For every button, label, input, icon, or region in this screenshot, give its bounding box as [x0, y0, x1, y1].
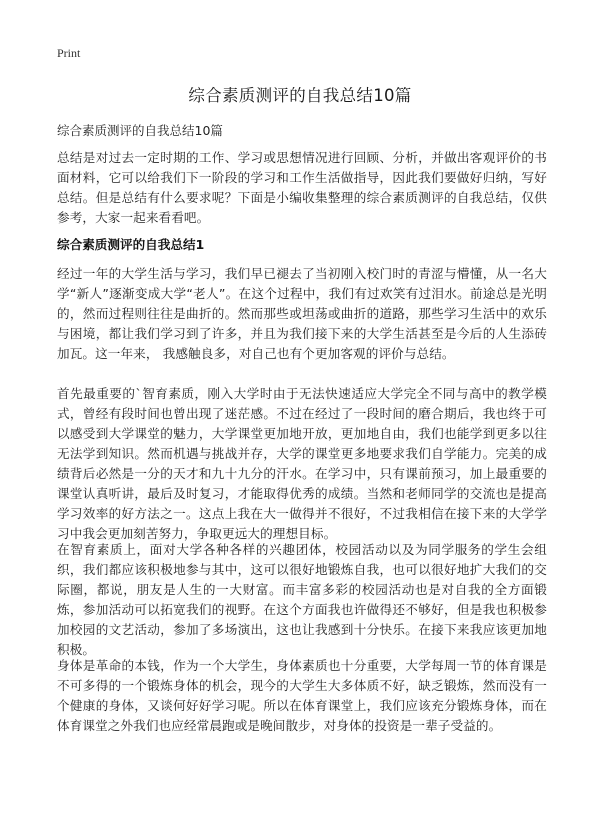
section-heading: 综合素质测评的自我总结1	[57, 237, 205, 252]
document-title: 综合素质测评的自我总结10篇	[188, 86, 412, 105]
document-subtitle: 综合素质测评的自我总结10篇	[57, 123, 223, 138]
body-paragraph-3: 在智育素质上，面对大学各种各样的兴趣团体，校园活动以及为同学服务的学生会组织，我们都应该积极地参与其中，这可以很好地锻炼自我，也可以很好地扩大我们的交际圈，都说，朋友是人生的一大财富。而丰富多彩的校园活动也是对自我的全方面锻炼，参加活动可以拓宽我们的视野。在这个方面我也许做得还不够好，但是我也积极参加校园的文艺活动，参加了多场演出，这也让我感到十分快乐。在接下来我应该更加地积极。	[57, 542, 547, 657]
body-paragraph-1: 经过一年的大学生活与学习，我们早已褪去了当初刚入校门时的青涩与懵懂，从一名大学“新人”逐渐变成大学“老人”。在这个过程中，我们有过欢笑有过泪水。前途总是光明的，然而过程则往往是曲折的。然而那些或坦荡或曲折的道路，那些学习生活中的欢乐与困境，都让我们学习到了许多，并且为我们接下来的大学生活甚至是今后的人生添砖加瓦。这一年来， 我感触良多，对自己也有个更加客观的评价与总结。	[57, 266, 547, 361]
body-paragraph-2: 首先最重要的`智育素质，刚入大学时由于无法快速适应大学完全不同与高中的教学模式，曾经有段时间也曾出现了迷茫感。不过在经过了一段时间的磨合期后，我也终于可以感受到大学课堂的魅力，大学课堂更加地开放，更加地自由，我们也能学到更多以往无法学到知识。然而机遇与挑战并存，大学的课堂更多地要求我们自学能力。完美的成绩背后必然是一分的天才和九十九分的汗水。在学习中，只有课前预习，加上最重要的课堂认真听讲，最后及时复习，才能取得优秀的成绩。当然和老师同学的交流也是提高学习效率的好方法之一。这点上我在大一做得并不很好，不过我相信在接下来的大学学习中我会更加刻苦努力，争取更远大的理想目标。	[57, 386, 547, 541]
body-paragraph-4: 身体是革命的本钱，作为一个大学生，身体素质也十分重要，大学每周一节的体育课是不可多得的一个锻炼身体的机会，现今的大学生大多体质不好，缺乏锻炼，然而没有一个健康的身体，又谈何好好学习呢。所以在体育课堂上，我们应该充分锻炼身体，而在体育课堂之外我们也应经常晨跑或是晚间散步，对身体的投资是一辈子受益的。	[57, 658, 547, 733]
print-label: Print	[57, 46, 81, 60]
intro-paragraph: 总结是对过去一定时期的工作、学习或思想情况进行回顾、分析，并做出客观评价的书面材料，它可以给我们下一阶段的学习和工作生活做指导，因此我们要做好归纳，写好总结。但是总结有什么要求呢？下面是小编收集整理的综合素质测评的自我总结，仅供参考，大家一起来看看吧。	[57, 150, 547, 225]
